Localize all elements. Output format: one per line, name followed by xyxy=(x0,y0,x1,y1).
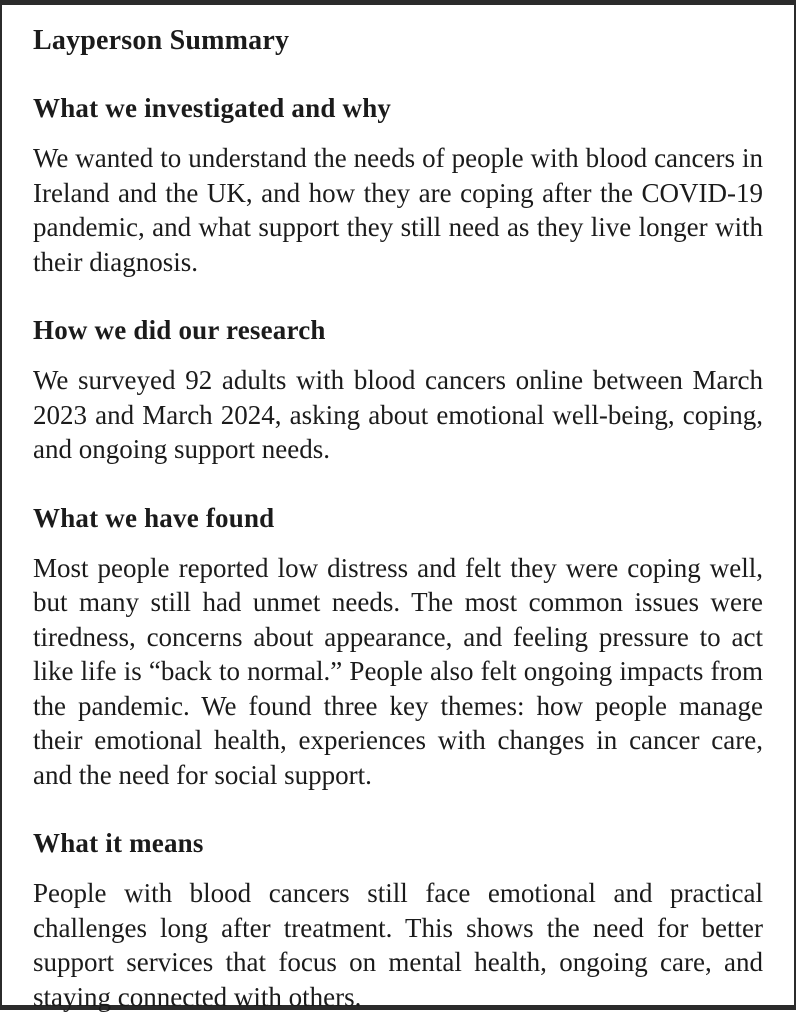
section-body: We wanted to understand the needs of people with blood cancers in Ireland and the UK, and how they are coping after the COVID-19 pandemic, and what support they still need as they live longer with their diagnosis. xyxy=(33,143,763,277)
section-heading: What it means xyxy=(33,828,204,859)
section-what-we-have-found xyxy=(33,503,763,793)
summary-title: Layperson Summary xyxy=(33,25,290,56)
section-how-we-did-research xyxy=(33,315,763,467)
section-body: People with blood cancers still face emotional and practical challenges long after treatment. This shows the need for better support services that focus on mental health, ongoing care, and staying connected with others. xyxy=(33,878,763,1012)
section-heading: What we have found xyxy=(33,502,275,533)
section-what-we-investigated xyxy=(33,93,763,279)
section-what-it-means xyxy=(33,828,763,1014)
section-heading: How we did our research xyxy=(33,315,326,346)
section-body: Most people reported low distress and felt they were coping well, but many still had unmet needs. The most common issues were tiredness, concerns about appearance, and feeling pressure to act like life is “back to normal.” People also felt ongoing impacts from the pandemic. We found three key themes: how people manage their emotional health, experiences with changes in cancer care, and the need for social support. xyxy=(33,552,763,790)
section-heading: What we investigated and why xyxy=(33,93,392,124)
section-body: We surveyed 92 adults with blood cancers online between March 2023 and March 2024, asking about emotional well-being, coping, and ongoing support needs. xyxy=(33,365,763,465)
